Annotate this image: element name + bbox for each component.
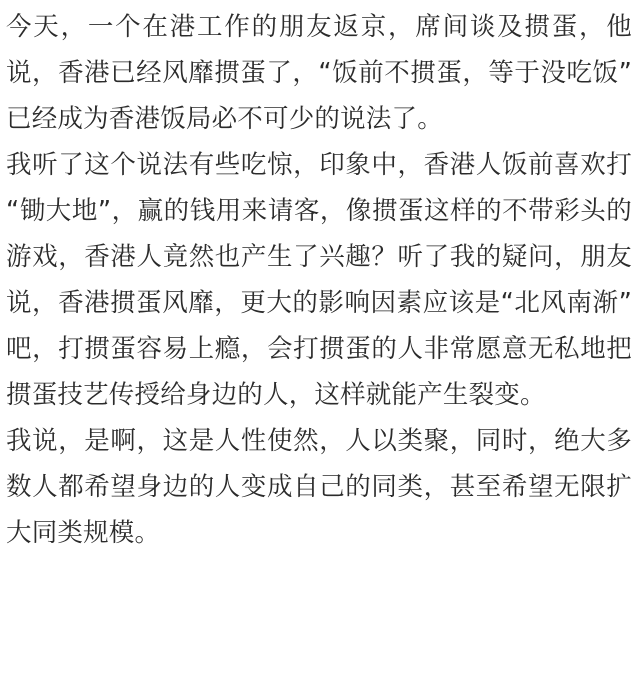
- article-body: [6, 4, 632, 556]
- paragraph-2: 我听了这个说法有些吃惊，印象中，香港人饭前喜欢打“锄大地”，赢的钱用来请客，像掼蛋这样的不带彩头的游戏，香港人竟然也产生了兴趣？听了我的疑问，朋友说，香港掼蛋风靡，更大的影响因素应该是“北风南渐”吧，打掼蛋容易上瘾，会打掼蛋的人非常愿意无私地把掼蛋技艺传授给身边的人，这样就能产生裂变。: [6, 150, 632, 410]
- paragraph-1: 今天，一个在港工作的朋友返京，席间谈及掼蛋，他说，香港已经风靡掼蛋了，“饭前不掼蛋，等于没吃饭”已经成为香港饭局必不可少的说法了。: [6, 12, 632, 134]
- paragraph-3: 我说，是啊，这是人性使然，人以类聚，同时，绝大多数人都希望身边的人变成自己的同类，甚至希望无限扩大同类规模。: [6, 426, 632, 548]
